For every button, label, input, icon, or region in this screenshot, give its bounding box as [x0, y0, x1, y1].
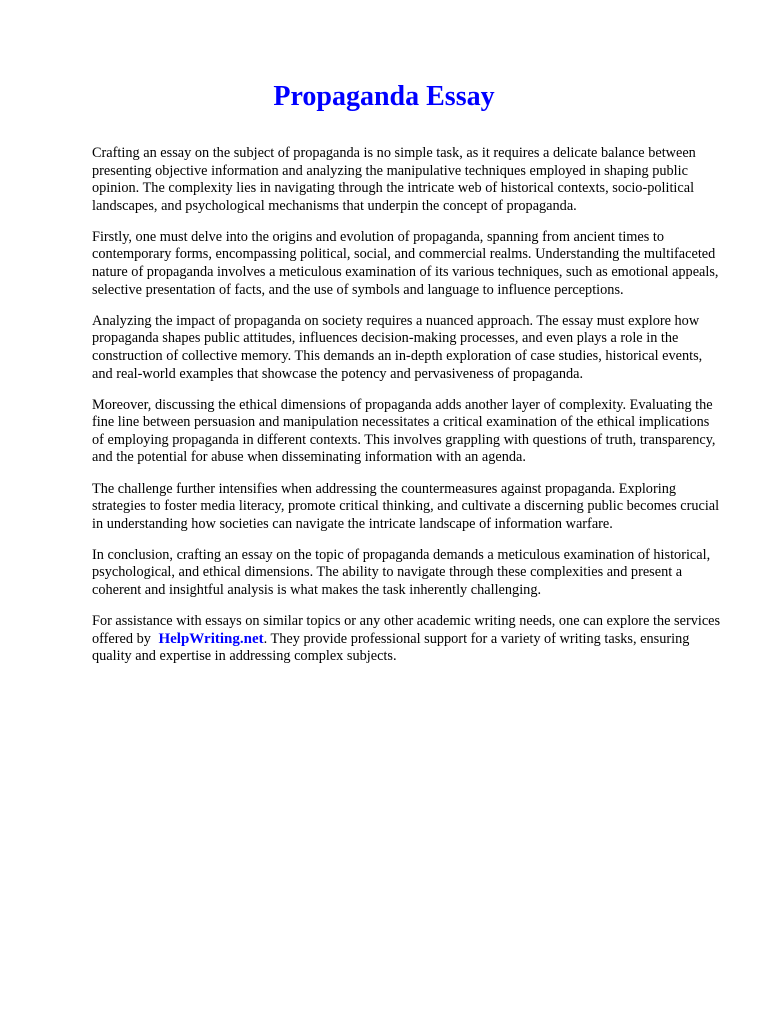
paragraph-intro: Crafting an essay on the subject of propaganda is no simple task, as it requires a delicate balance between presenting objective information and analyzing the manipulative techniques employed in shaping public opinion. The complexity lies in navigating through the intricate web of historical contexts, socio-political landscapes, and psychological mechanisms that underpin the concept of propaganda. [92, 145, 696, 214]
closing-text-after-link: . They provide professional support for a variety of writing tasks, ensuring quality and expertise in addressing complex subjects. [92, 630, 690, 665]
page-title: Propaganda Essay [273, 81, 495, 112]
paragraph-ethics: Moreover, discussing the ethical dimensions of propaganda adds another layer of complexity. Evaluating the fine line between persuasion and manipulation necessitates a critical examination of the ethical implications of employing propaganda in different contexts. This involves grappling with questions of truth, transparency, and the potential for abuse when disseminating information with an agenda. [92, 396, 716, 466]
paragraph-impact: Analyzing the impact of propaganda on society requires a nuanced approach. The essay must explore how propaganda shapes public attitudes, influences decision-making processes, and even plays a role in the construction of collective memory. This demands an in-depth exploration of case studies, historical events, and real-world examples that showcase the potency and pervasiveness of propaganda. [92, 312, 703, 382]
paragraph-countermeasures: The challenge further intensifies when addressing the countermeasures against propaganda. Exploring strategies to foster media literacy, promote critical thinking, and cultivate a discerning public becomes crucial in understanding how societies can navigate the intricate landscape of information warfare. [92, 480, 720, 532]
essay-body [92, 145, 724, 679]
helpwriting-link[interactable]: HelpWriting.net [158, 630, 264, 647]
closing-text-before-link: For assistance with essays on similar topics or any other academic writing needs, one can explore the services offered by [92, 613, 721, 647]
paragraph-conclusion: In conclusion, crafting an essay on the topic of propaganda demands a meticulous examination of historical, psychological, and ethical dimensions. The ability to navigate through these complexities and present a coherent and insightful analysis is what makes the task inherently challenging. [92, 546, 711, 598]
paragraph-origins: Firstly, one must delve into the origins and evolution of propaganda, spanning from ancient times to contemporary forms, encompassing political, social, and commercial realms. Understanding the multifaceted nature of propaganda involves a meticulous examination of its various techniques, such as emotional appeals, selective presentation of facts, and the use of symbols and language to influence perceptions. [92, 228, 719, 298]
paragraph-closing [92, 613, 724, 666]
